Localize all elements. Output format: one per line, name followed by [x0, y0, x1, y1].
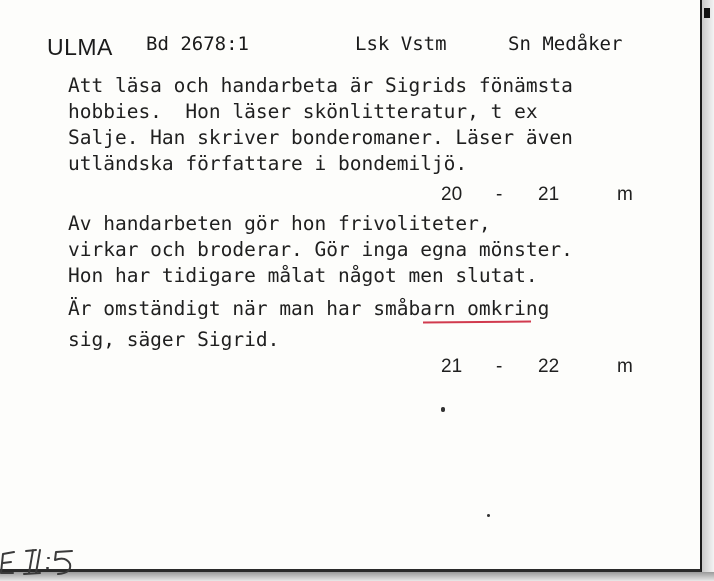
text-line: hobbies. Hon läser skönlitteratur, t ex [68, 100, 538, 123]
text-line: sig, säger Sigrid. [68, 328, 280, 351]
page-ref-unit: m [617, 356, 633, 377]
page-ref-unit: m [617, 184, 633, 205]
corner-punch-mark [704, 8, 710, 18]
page-ref-to: 21 [538, 184, 560, 205]
text-line: Att läsa och handarbeta är Sigrids fönämsta [68, 74, 573, 97]
text-line: Av handarbeten gör hon frivoliteter, [68, 212, 491, 235]
page-ref-from: 20 [441, 184, 463, 205]
province-label: Lsk Vstm [355, 33, 447, 55]
red-pencil-underline [423, 321, 531, 324]
handwritten-archive-note [0, 540, 140, 581]
card-right-shadow [702, 0, 714, 581]
archive-code: ULMA [47, 34, 113, 60]
text-line: utländska författare i bondemiljö. [68, 152, 468, 175]
page-ref-from: 21 [441, 356, 463, 377]
volume-reference: Bd 2678:1 [146, 33, 249, 55]
page-ref-to: 22 [538, 356, 560, 377]
page-ref-dash: - [496, 356, 503, 377]
page-ref-dash: - [496, 184, 503, 205]
text-line: Är omständigt när man har småbarn omkring [68, 297, 550, 320]
text-line: virkar och broderar. Gör inga egna mönster. [68, 238, 573, 261]
stray-mark [441, 407, 445, 412]
parish-label: Sn Medåker [508, 33, 623, 55]
text-line: Hon har tidigare målat något men slutat. [68, 264, 538, 287]
stray-mark [487, 514, 490, 517]
text-line: Salje. Han skriver bonderomaner. Läser även [68, 126, 573, 149]
